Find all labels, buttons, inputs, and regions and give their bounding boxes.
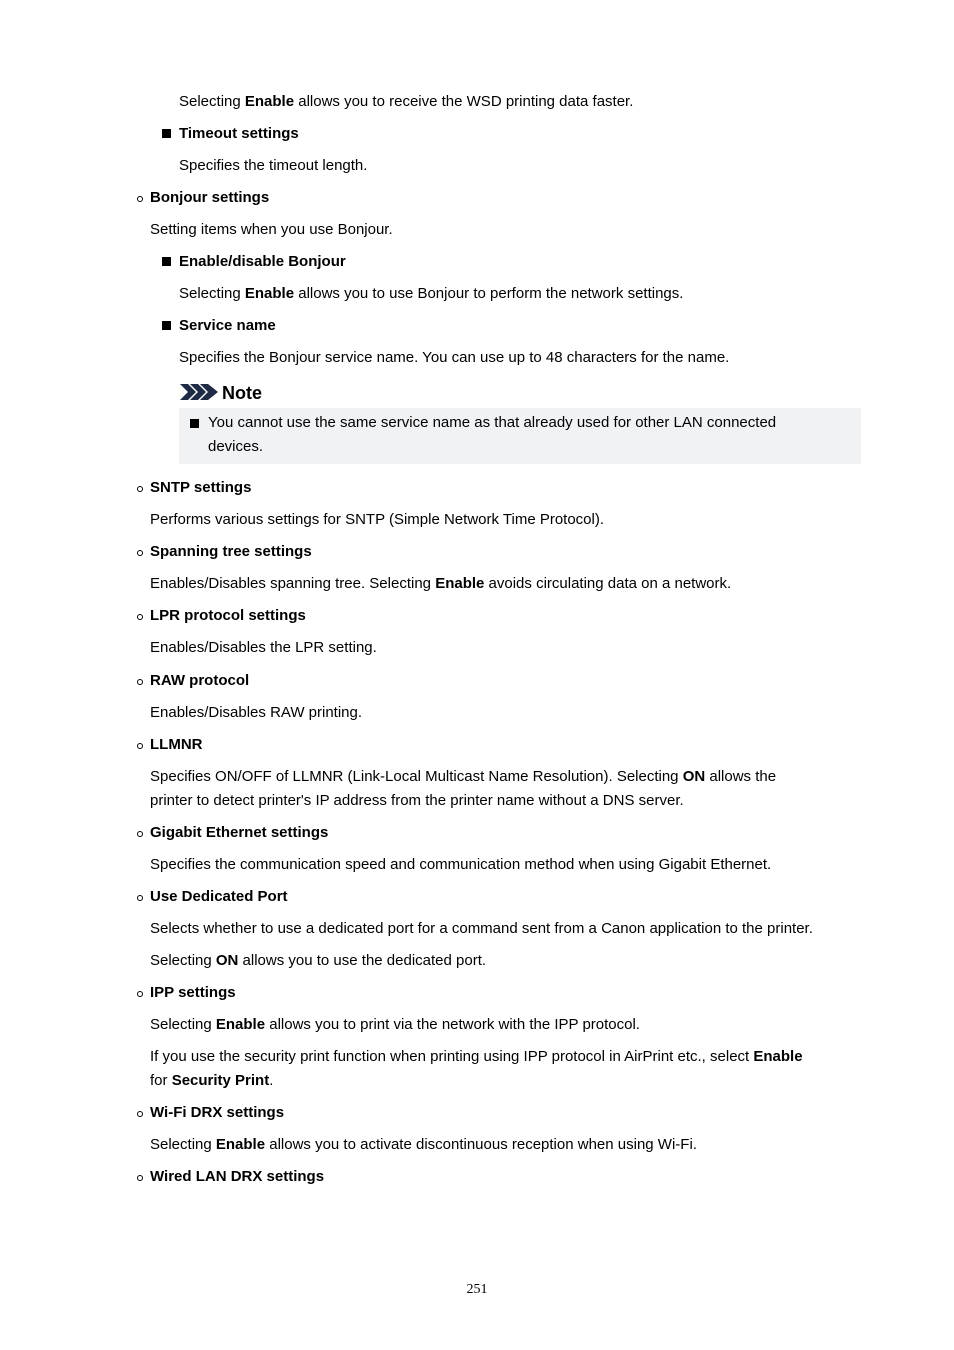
text: allows you to activate discontinuous reception when using Wi-Fi. bbox=[265, 1136, 697, 1153]
text: allows you to receive the WSD printing data faster. bbox=[294, 93, 634, 110]
bold-term: Security Print bbox=[171, 1072, 270, 1089]
text: allows you to use the dedicated port. bbox=[238, 952, 487, 969]
text: Enables/Disables spanning tree. Selecting bbox=[150, 575, 436, 592]
text: avoids circulating data on a network. bbox=[484, 575, 732, 592]
bold-term: Enable bbox=[215, 1016, 266, 1033]
wifi-drx-desc bbox=[150, 1133, 697, 1157]
bold-term: ON bbox=[215, 952, 239, 969]
llmnr-heading: LLMNR bbox=[150, 736, 203, 753]
note-text-line2: devices. bbox=[208, 438, 264, 455]
gigabit-ethernet-heading: Gigabit Ethernet settings bbox=[150, 824, 329, 841]
sntp-settings-heading: SNTP settings bbox=[150, 479, 252, 496]
circle-bullet-icon bbox=[137, 679, 143, 685]
circle-bullet-icon bbox=[137, 895, 143, 901]
square-bullet-icon bbox=[162, 129, 171, 138]
service-name-desc: Specifies the Bonjour service name. You can use up to 48 characters for the name. bbox=[179, 349, 730, 366]
text: Specifies ON/OFF of LLMNR (Link-Local Multicast Name Resolution). Selecting bbox=[150, 768, 683, 785]
llmnr-desc-line2: printer to detect printer's IP address from the printer name without a DNS server. bbox=[150, 792, 684, 809]
text: Selecting bbox=[179, 285, 245, 302]
ipp-security-desc-line2 bbox=[150, 1069, 273, 1093]
circle-bullet-icon bbox=[137, 550, 143, 556]
bold-term: Enable bbox=[215, 1136, 266, 1153]
square-bullet-icon bbox=[190, 419, 199, 428]
enable-bonjour-heading: Enable/disable Bonjour bbox=[179, 253, 346, 270]
text: . bbox=[269, 1072, 274, 1089]
note-chevrons-icon bbox=[180, 384, 220, 400]
text: allows the bbox=[705, 768, 777, 785]
circle-bullet-icon bbox=[137, 1111, 143, 1117]
llmnr-desc-line1 bbox=[150, 765, 776, 789]
bold-term: Enable bbox=[753, 1048, 803, 1065]
wired-lan-drx-heading: Wired LAN DRX settings bbox=[150, 1168, 325, 1185]
timeout-settings-desc: Specifies the timeout length. bbox=[179, 157, 368, 174]
spanning-tree-heading: Spanning tree settings bbox=[150, 543, 312, 560]
note-text-line1: You cannot use the same service name as that already used for other LAN connected bbox=[208, 414, 777, 431]
text: Selecting bbox=[150, 952, 216, 969]
circle-bullet-icon bbox=[137, 743, 143, 749]
dedicated-port-on-desc bbox=[150, 949, 486, 973]
page-number: 251 bbox=[466, 1282, 488, 1297]
lpr-protocol-desc: Enables/Disables the LPR setting. bbox=[150, 639, 377, 656]
timeout-settings-heading: Timeout settings bbox=[179, 125, 299, 142]
circle-bullet-icon bbox=[137, 1175, 143, 1181]
bonjour-settings-heading: Bonjour settings bbox=[150, 189, 270, 206]
dedicated-port-desc: Selects whether to use a dedicated port for a command sent from a Canon application to the printer. bbox=[150, 920, 813, 937]
wifi-drx-heading: Wi-Fi DRX settings bbox=[150, 1104, 285, 1121]
circle-bullet-icon bbox=[137, 614, 143, 620]
bold-term: Enable bbox=[435, 575, 485, 592]
text: Selecting bbox=[150, 1016, 216, 1033]
bold-term: Enable bbox=[244, 93, 295, 110]
enable-bonjour-desc bbox=[179, 282, 683, 306]
raw-protocol-heading: RAW protocol bbox=[150, 672, 250, 689]
spanning-tree-desc bbox=[150, 572, 731, 596]
circle-bullet-icon bbox=[137, 486, 143, 492]
gigabit-ethernet-desc: Specifies the communication speed and communication method when using Gigabit Ethernet. bbox=[150, 856, 772, 873]
bold-term: Enable bbox=[244, 285, 295, 302]
ipp-security-desc-line1 bbox=[150, 1045, 803, 1069]
text: for bbox=[150, 1072, 172, 1089]
text: allows you to print via the network with the IPP protocol. bbox=[265, 1016, 640, 1033]
note-title: Note bbox=[222, 383, 262, 403]
square-bullet-icon bbox=[162, 257, 171, 266]
text: allows you to use Bonjour to perform the network settings. bbox=[294, 285, 684, 302]
ipp-settings-desc bbox=[150, 1013, 640, 1037]
raw-protocol-desc: Enables/Disables RAW printing. bbox=[150, 704, 363, 721]
bonjour-settings-desc: Setting items when you use Bonjour. bbox=[150, 221, 393, 238]
service-name-heading: Service name bbox=[179, 317, 276, 334]
sntp-settings-desc: Performs various settings for SNTP (Simple Network Time Protocol). bbox=[150, 511, 605, 528]
circle-bullet-icon bbox=[137, 831, 143, 837]
text: If you use the security print function when printing using IPP protocol in AirPrint etc., select bbox=[150, 1048, 754, 1065]
dedicated-port-heading: Use Dedicated Port bbox=[150, 888, 288, 905]
wsd-enable-desc bbox=[179, 90, 633, 114]
ipp-settings-heading: IPP settings bbox=[150, 984, 236, 1001]
circle-bullet-icon bbox=[137, 196, 143, 202]
square-bullet-icon bbox=[162, 321, 171, 330]
lpr-protocol-heading: LPR protocol settings bbox=[150, 607, 306, 624]
circle-bullet-icon bbox=[137, 991, 143, 997]
text: Selecting bbox=[179, 93, 245, 110]
bold-term: ON bbox=[682, 768, 706, 785]
text: Selecting bbox=[150, 1136, 216, 1153]
